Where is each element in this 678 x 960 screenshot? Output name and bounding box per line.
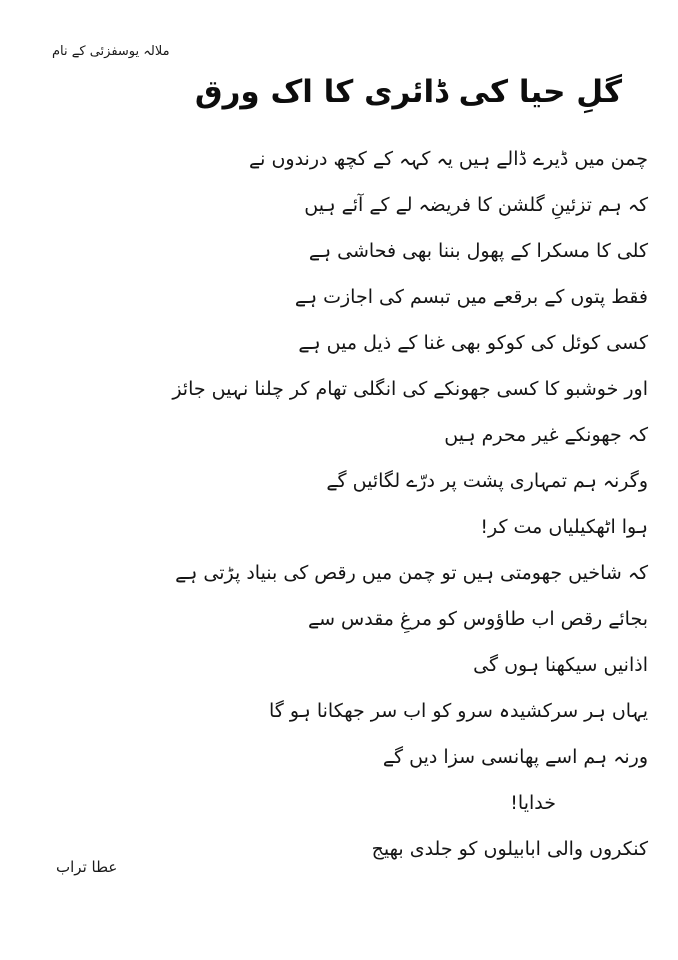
poem-line: یہاں ہر سرکشیدہ سرو کو اب سر جھکانا ہو گا [268,700,648,722]
poem-line: ورنہ ہم اسے پھانسی سزا دیں گے [382,746,648,768]
poem-line: اذانیں سیکھنا ہوں گی [473,654,648,676]
poem-line: چمن میں ڈیرے ڈالے ہیں یہ کہہ کے کچھ درندوں نے [249,148,648,170]
poem-title: گلِ حیا کی ڈائری کا اک ورق [194,74,622,110]
poem-line: کسی کوئل کی کوکو بھی غنا کے ذیل میں ہے [298,332,648,354]
poem-line: کنکروں والی ابابیلوں کو جلدی بھیج [371,838,648,860]
poem-line: وگرنہ ہم تمہاری پشت پر درّے لگائیں گے [326,470,648,492]
poem-body [20,148,648,884]
poem-line: بجائے رقص اب طاؤوس کو مرغِ مقدس سے [307,608,648,630]
poem-line: اور خوشبو کا کسی جھونکے کی انگلی تھام کر چلنا نہیں جائز [172,378,648,400]
poem-line: کہ ہم تزئینِ گلشن کا فریضہ لے کے آئے ہیں [304,194,648,216]
poem-line: کہ شاخیں جھومتی ہیں تو چمن میں رقص کی بنیاد پڑتی ہے [175,562,648,584]
poet-signature: عطا تراب [56,858,118,876]
poem-line: کہ جھونکے غیر محرم ہیں [444,424,648,446]
poem-line: خدایا! [510,792,556,814]
dedication-text: ملالہ یوسفزئی کے نام [52,44,170,59]
poem-line: ہوا اٹھکیلیاں مت کر! [480,516,648,538]
poem-line: فقط پتوں کے برقعے میں تبسم کی اجازت ہے [294,286,648,308]
poem-line: کلی کا مسکرا کے پھول بننا بھی فحاشی ہے [308,240,648,262]
